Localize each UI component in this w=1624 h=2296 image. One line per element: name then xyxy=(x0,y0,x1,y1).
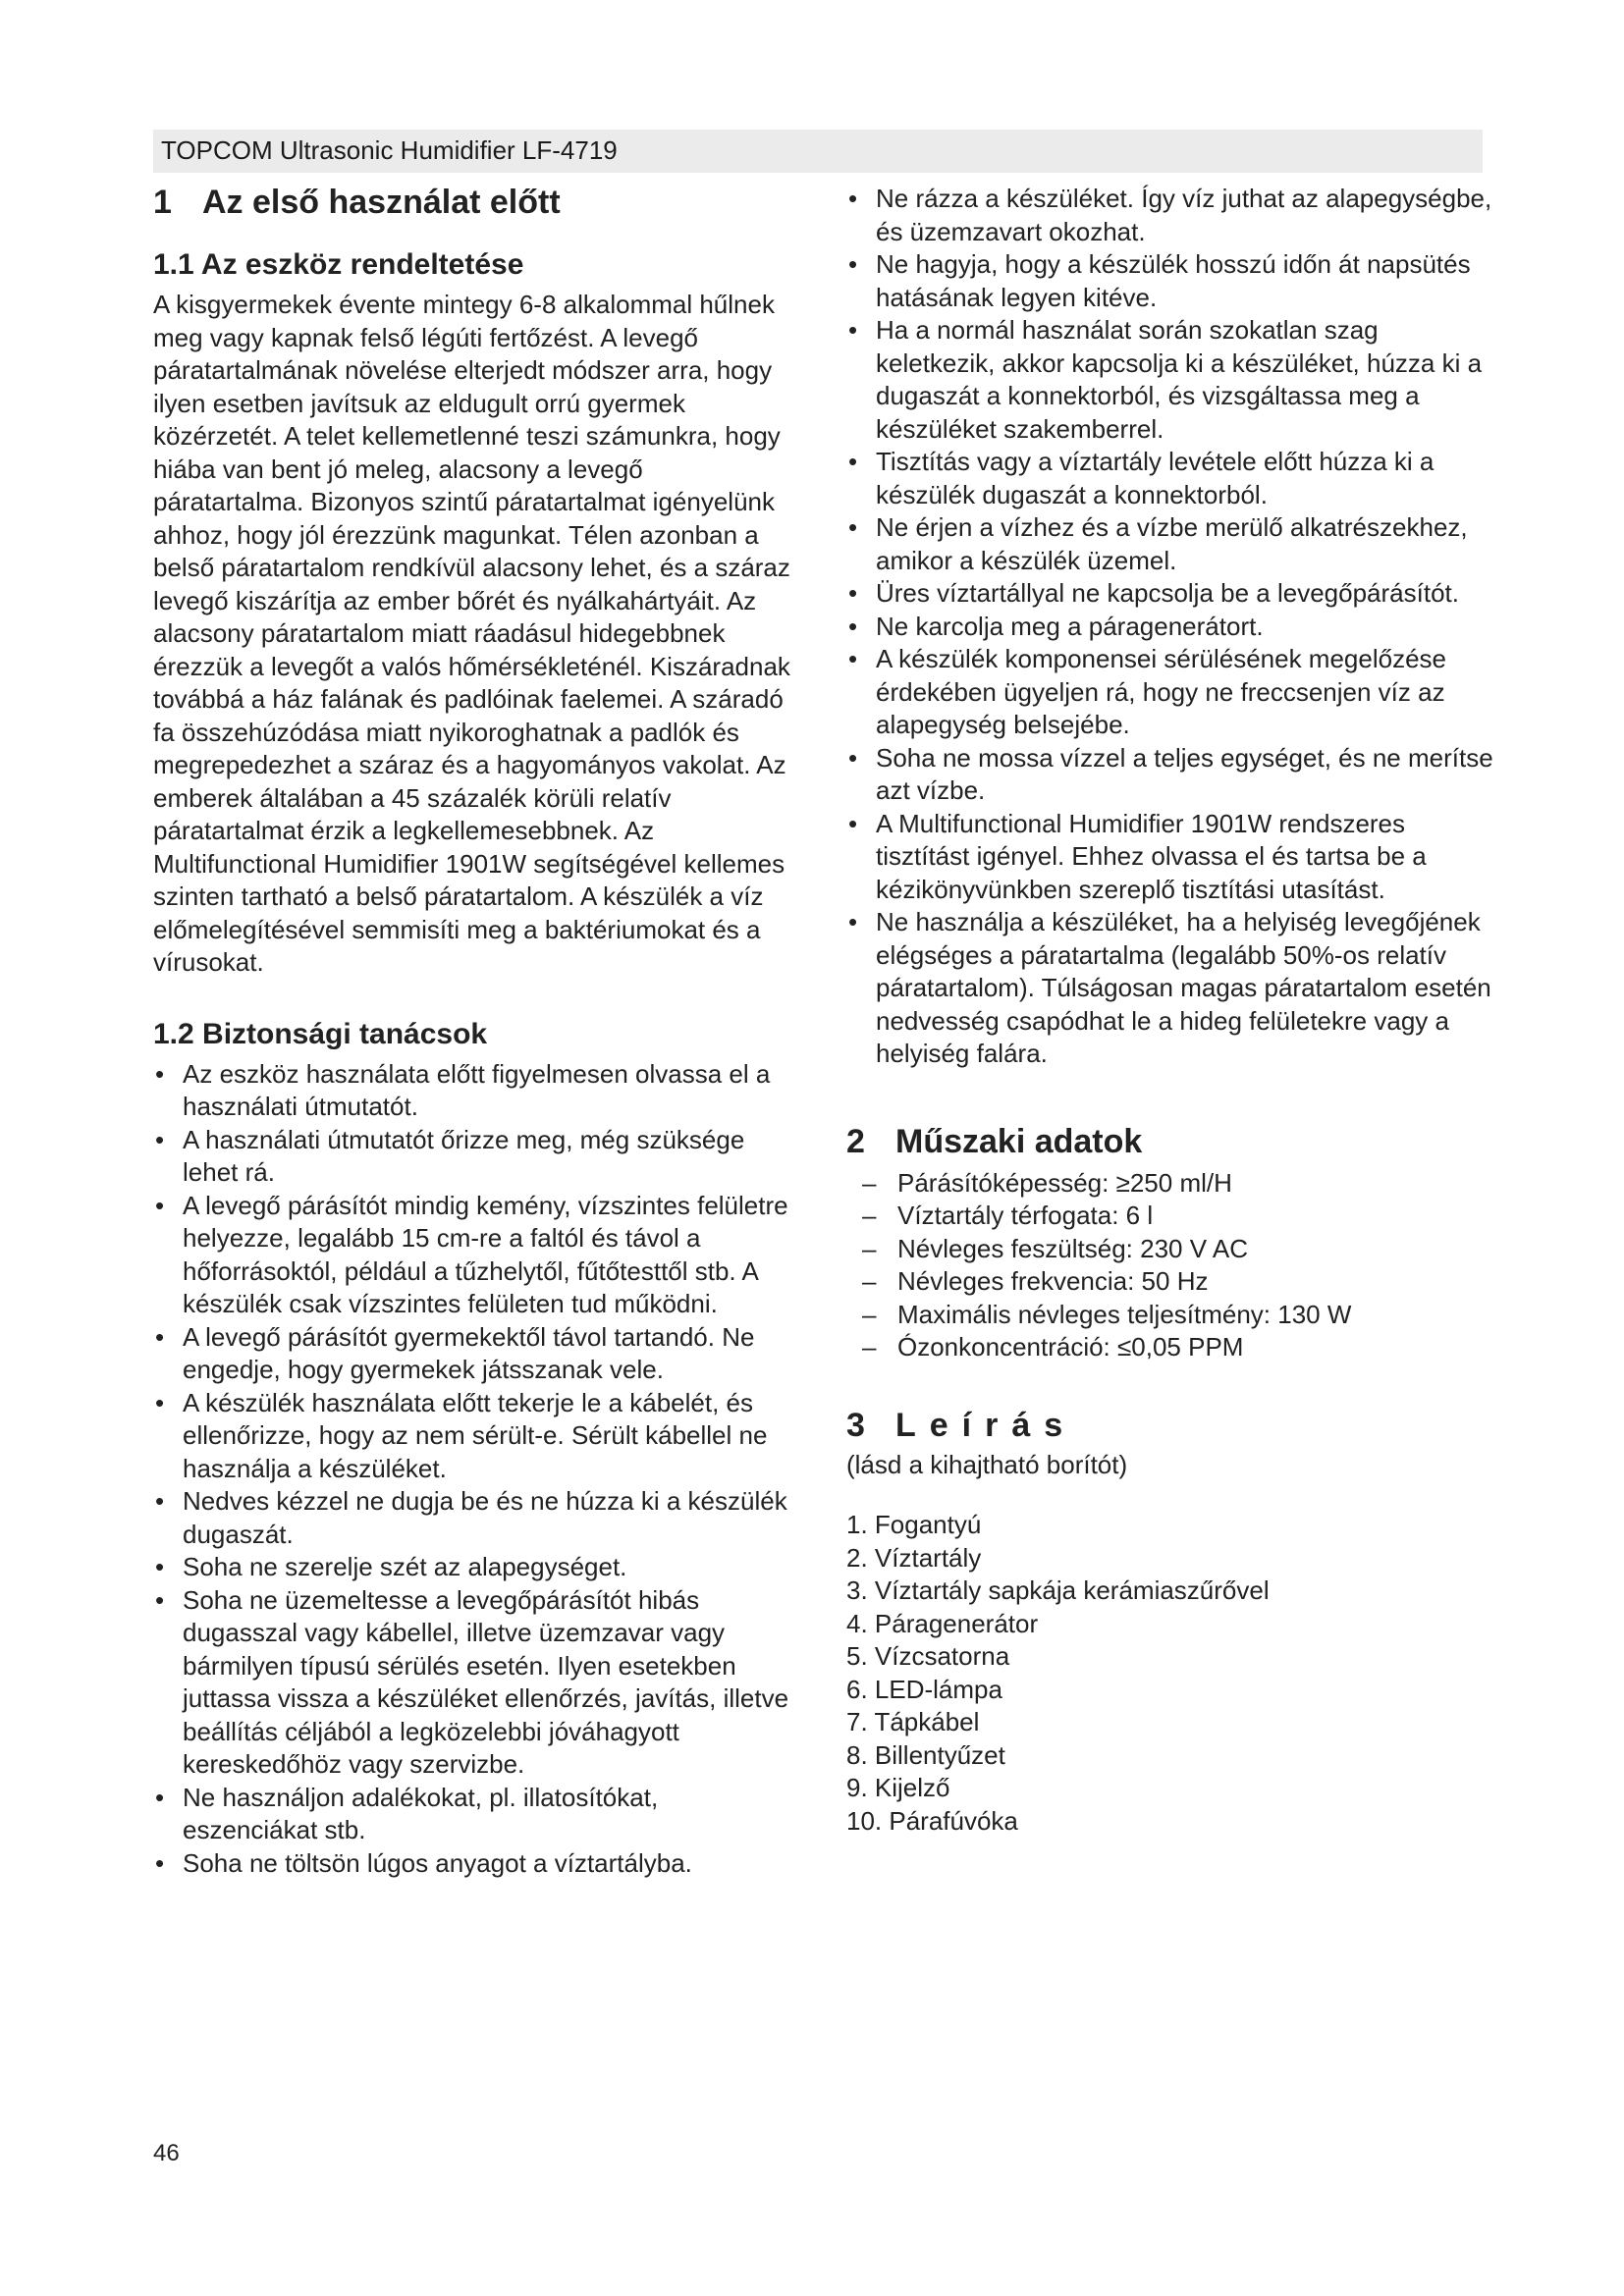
section-2-title: Műszaki adatok xyxy=(895,1122,1143,1160)
section-3-number: 3 xyxy=(846,1406,865,1444)
list-item: 6. LED-lámpa xyxy=(846,1674,1002,1704)
list-item: • Ha a normál használat során szokatlan szag keletkezik, akkor kapcsolja ki a készüléket, húzza ki a dugaszát a konnektorból, és vizsgáltassa meg a készüléket szakemberrel. xyxy=(846,314,1494,446)
list-item: • A készülék használata előtt tekerje le a kábelét, és ellenőrizze, hogy az nem sérült-e. Sérült kábellel ne használja a készüléket. xyxy=(153,1387,791,1486)
list-item: 4. Páragenerátor xyxy=(846,1608,1039,1638)
spec-item: – Névleges frekvencia: 50 Hz xyxy=(846,1265,1494,1299)
section-2-number: 2 xyxy=(846,1122,865,1160)
list-item: • Ne rázza a készüléket. Így víz juthat az alapegységbe, és üzemzavart okozhat. xyxy=(846,183,1494,248)
list-item: 1. Fogantyú xyxy=(846,1510,982,1539)
right-column xyxy=(846,183,1494,1838)
list-item: 8. Billentyűzet xyxy=(846,1739,1005,1770)
list-item: • Ne használjon adalékokat, pl. illatosítókat, eszenciákat stb. xyxy=(153,1782,791,1847)
list-item: • Nedves kézzel ne dugja be és ne húzza ki a készülék dugaszát. xyxy=(153,1485,791,1551)
parts-list xyxy=(846,1509,1494,1838)
section-2-heading xyxy=(846,1122,1494,1161)
list-item: • Üres víztartállyal ne kapcsolja be a levegőpárásítót. xyxy=(846,577,1494,611)
safety-list-left xyxy=(153,1058,791,1881)
section-3-heading xyxy=(846,1406,1494,1445)
list-item: • Soha ne töltsön lúgos anyagot a víztartályba. xyxy=(153,1847,791,1881)
section-1-number: 1 xyxy=(153,184,172,221)
list-item: • A Multifunctional Humidifier 1901W rendszeres tisztítást igényel. Ehhez olvassa el és tartsa be a kézikönyvünkben szereplő tisztítási utasítást. xyxy=(846,808,1494,907)
section-3-subtitle: (lásd a kihajtható borítót) xyxy=(846,1449,1128,1479)
list-item: • Ne érjen a vízhez és a vízbe merülő alkatrészekhez, amikor a készülék üzemel. xyxy=(846,511,1494,577)
list-item: 2. Víztartály xyxy=(846,1542,982,1573)
list-item: • A készülék komponensei sérülésének megelőzése érdekében ügyeljen rá, hogy ne freccsenjen víz az alapegység belsejébe. xyxy=(846,643,1494,742)
list-item: • Soha ne mossa vízzel a teljes egységet, és ne merítse azt vízbe. xyxy=(846,742,1494,808)
subsection-1-1-title: 1.1 Az eszköz rendeltetése xyxy=(153,248,524,281)
header-title: TOPCOM Ultrasonic Humidifier LF-4719 xyxy=(161,135,618,165)
list-item: • Tisztítás vagy a víztartály levétele előtt húzza ki a készülék dugaszát a konnektorból. xyxy=(846,446,1494,511)
list-item: • Ne karcolja meg a páragenerátort. xyxy=(846,611,1494,644)
list-item: 5. Vízcsatorna xyxy=(846,1641,1010,1671)
list-item: • Soha ne üzemeltesse a levegőpárásítót hibás dugasszal vagy kábellel, illetve üzemzavar vagy bármilyen típusú sérülés esetén. Ilyen esetekben juttassa vissza a készüléket ellenőrzés, javítás, illetve beállítás céljából a legközelebbi jóváhagyott kereskedőhöz vagy szervizbe. xyxy=(153,1584,791,1782)
section-1-heading xyxy=(153,183,791,222)
list-item: 9. Kijelző xyxy=(846,1773,950,1802)
page-number: 46 xyxy=(153,2140,180,2166)
list-item: 10. Párafúvóka xyxy=(846,1805,1018,1836)
list-item: • Ne hagyja, hogy a készülék hosszú időn át napsütés hatásának legyen kitéve. xyxy=(846,248,1494,314)
spec-item: – Víztartály térfogata: 6 l xyxy=(846,1200,1494,1233)
list-item: 3. Víztartály sapkája kerámiaszűrővel xyxy=(846,1575,1270,1605)
list-item: • Soha ne szerelje szét az alapegységet. xyxy=(153,1551,791,1584)
list-item: • A használati útmutatót őrizze meg, még szüksége lehet rá. xyxy=(153,1124,791,1190)
spec-item: – Párásítóképesség: ≥250 ml/H xyxy=(846,1167,1494,1201)
list-item: • A levegő párásítót gyermekektől távol tartandó. Ne engedje, hogy gyermekek játsszanak vele. xyxy=(153,1321,791,1387)
section-1-title: Az első használat előtt xyxy=(202,184,561,221)
safety-list-right xyxy=(846,183,1494,1071)
list-item: • Az eszköz használata előtt figyelmesen olvassa el a használati útmutatót. xyxy=(153,1058,791,1124)
left-column xyxy=(153,183,791,1880)
section-3-title: Leírás xyxy=(895,1406,1077,1444)
spec-item: – Ózonkoncentráció: ≤0,05 PPM xyxy=(846,1331,1494,1364)
list-item: • Ne használja a készüléket, ha a helyiség levegőjének elégséges a páratartalma (legalább 50%-os relatív páratartalom). Túlságosan magas páratartalom esetén nedvesség csapódhat le a hideg felületekre vagy a helyiség falára. xyxy=(846,906,1494,1071)
spec-item: – Maximális névleges teljesítmény: 130 W xyxy=(846,1299,1494,1332)
list-item: • A levegő párásítót mindig kemény, vízszintes felületre helyezze, legalább 15 cm-re a faltól és távol a hőforrásoktól, például a tűzhelytől, fűtőtesttől stb. A készülék csak vízszintes felületen tud működni. xyxy=(153,1190,791,1321)
spec-item: – Névleges feszültség: 230 V AC xyxy=(846,1233,1494,1266)
subsection-1-2-title: 1.2 Biztonsági tanácsok xyxy=(153,1017,488,1050)
list-item: 7. Tápkábel xyxy=(846,1707,980,1736)
spec-list xyxy=(846,1167,1494,1364)
subsection-1-1-text: A kisgyermekek évente mintegy 6-8 alkalommal hűlnek meg vagy kapnak felső légúti fertőzést. A levegő páratartalmának növelése elterjedt módszer arra, hogy ilyen esetben javítsuk az eldugult orrú gyermek közérzetét. A telet kellemetlenné teszi számunkra, hogy hiába van bent jó meleg, alacsony a levegő páratartalma. Bizonyos szintű páratartalmat igényelünk ahhoz, hogy jól érezzünk magunkat. Télen azonban a belső páratartalom rendkívül alacsony lehet, és a száraz levegő kiszárítja az ember bőrét és nyálkahártyáit. Az alacsony páratartalom miatt ráadásul hidegebbnek érezzük a levegőt a valós hőmérsékleténél. Kiszáradnak továbbá a ház falának és padlóinak faelemei. A száradó fa összehúzódása miatt nyikoroghatnak a padlók és megrepedezhet a száraz és a hagyományos vakolat. Az emberek általában a 45 százalék körüli relatív páratartalmat érzik a legkellemesebbnek. Az Multifunctional Humidifier 1901W segítségével kellemes szinten tartható a belső páratartalom. A készülék a víz előmelegítésével semmisíti meg a baktériumokat és a vírusokat. xyxy=(153,290,790,977)
page-header xyxy=(153,130,1483,173)
